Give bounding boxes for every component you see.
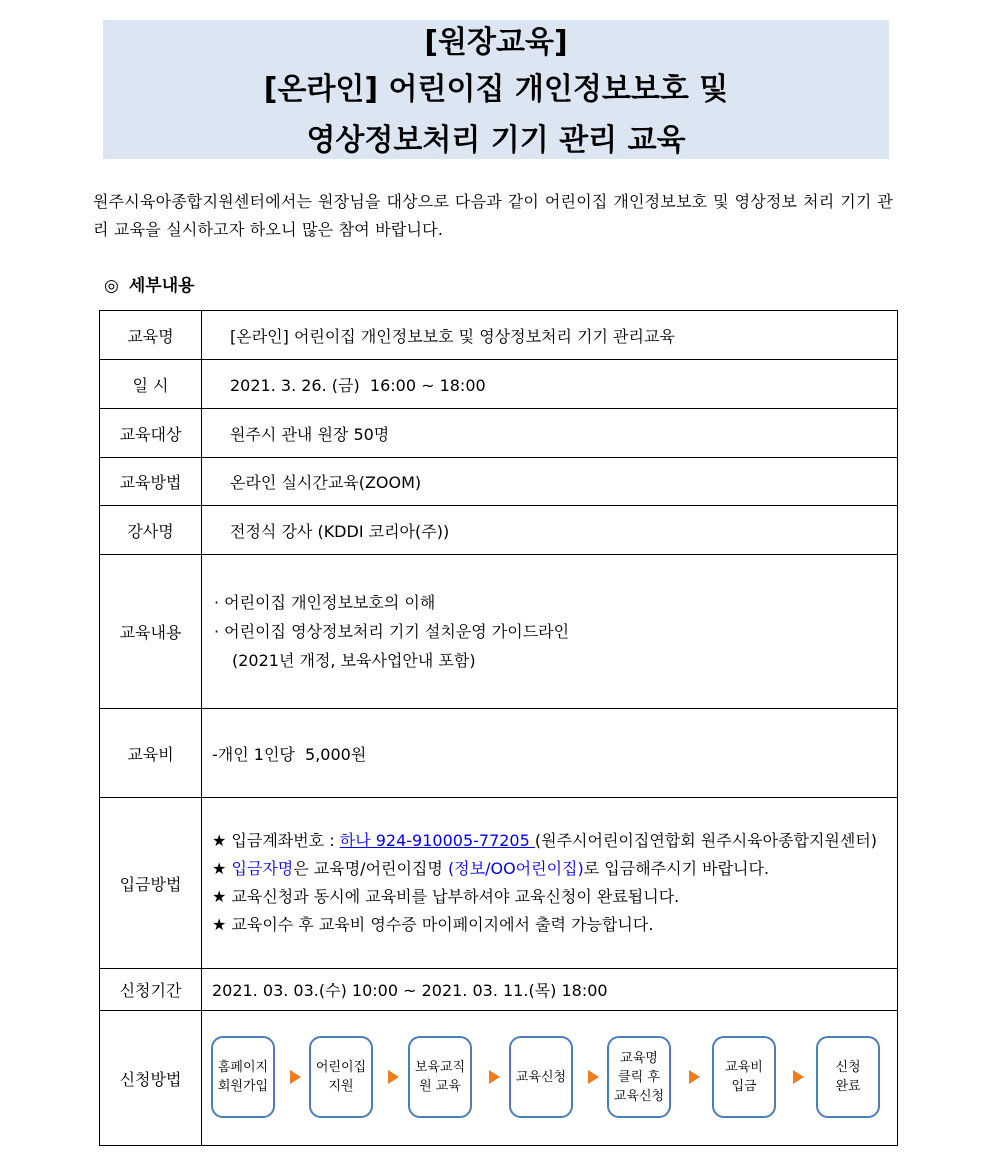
step-box xyxy=(712,1036,776,1118)
table-row xyxy=(100,709,898,798)
depositor-name-highlight: 입금자명 xyxy=(231,859,294,878)
payment-label: 입금방법 xyxy=(100,798,202,969)
fee-value: -개인 1인당 5,000원 xyxy=(202,709,898,798)
table-row xyxy=(100,555,898,709)
section-title: 세부내용 xyxy=(128,276,195,296)
title-line-2: [온라인] 어린이집 개인정보보호 및 xyxy=(263,72,729,107)
depositor-example: (정보/OO어린이집) xyxy=(447,859,584,878)
step-text: 보육교직 xyxy=(414,1060,466,1075)
double-circle-icon: ◎ xyxy=(104,276,119,296)
course-name-value: [온라인] 어린이집 개인정보보호 및 영상정보처리 기기 관리교육 xyxy=(202,311,898,360)
apply-value xyxy=(202,1011,898,1146)
step-text: 입금 xyxy=(731,1079,757,1094)
step-text: 신청 xyxy=(835,1060,861,1075)
section-heading xyxy=(104,273,195,299)
title-line-1: [원장교육] xyxy=(424,25,568,60)
payment-value xyxy=(202,798,898,969)
instructor-value: 전정식 강사 (KDDI 코리아(주)) xyxy=(202,506,898,555)
table-row xyxy=(100,458,898,506)
step-text: 완료 xyxy=(835,1079,861,1094)
step-text: 원 교육 xyxy=(419,1079,461,1094)
step-box xyxy=(309,1036,373,1118)
title-line-3: 영상정보처리 기기 관리 교육 xyxy=(306,123,686,158)
payment-star: ★ xyxy=(212,859,232,878)
arrow-right-icon xyxy=(489,1070,500,1084)
payment-depositor-line xyxy=(212,855,889,883)
apply-label: 신청방법 xyxy=(100,1011,202,1146)
step-text: 회원가입 xyxy=(217,1079,269,1094)
content-item-1: · 어린이집 개인정보보호의 이해 xyxy=(214,593,436,612)
depositor-suffix: 로 입금해주시기 바랍니다. xyxy=(583,859,770,878)
instructor-label: 강사명 xyxy=(100,506,202,555)
table-row xyxy=(100,798,898,969)
method-value: 온라인 실시간교육(ZOOM) xyxy=(202,458,898,506)
step-text: 어린이집 xyxy=(315,1060,367,1075)
payment-account-line xyxy=(212,827,889,855)
step-text: 교육명 xyxy=(620,1050,658,1066)
step-box xyxy=(816,1036,880,1118)
step-box xyxy=(509,1036,573,1118)
arrow-right-icon xyxy=(290,1070,301,1084)
content-item-2-note: (2021년 개정, 보육사업안내 포함) xyxy=(232,651,476,670)
payment-account-prefix: ★ 입금계좌번호 : xyxy=(212,831,340,850)
step-box xyxy=(408,1036,472,1118)
step-text: 홈페이지 xyxy=(217,1060,269,1075)
step-text: 교육신청 xyxy=(515,1069,567,1085)
period-value: 2021. 03. 03.(수) 10:00 ~ 2021. 03. 11.(목) 18:00 xyxy=(202,969,898,1011)
step-box xyxy=(607,1036,671,1118)
title-banner xyxy=(103,20,889,159)
account-number-link[interactable]: 하나 924-910005-77205 xyxy=(339,831,535,850)
datetime-label: 일 시 xyxy=(100,360,202,409)
table-row xyxy=(100,969,898,1011)
table-row xyxy=(100,311,898,360)
content-label: 교육내용 xyxy=(100,555,202,709)
step-text: 교육신청 xyxy=(613,1088,665,1104)
step-box xyxy=(211,1036,275,1118)
table-row xyxy=(100,506,898,555)
fee-label: 교육비 xyxy=(100,709,202,798)
payment-note-1: ★ 교육신청과 동시에 교육비를 납부하셔야 교육신청이 완료됩니다. xyxy=(212,887,680,906)
content-value xyxy=(202,555,898,709)
table-row xyxy=(100,1011,898,1146)
arrow-right-icon xyxy=(388,1070,399,1084)
datetime-value: 2021. 3. 26. (금) 16:00 ~ 18:00 xyxy=(202,360,898,409)
step-text: 교육비 xyxy=(725,1060,763,1075)
depositor-rule: 은 교육명/어린이집명 xyxy=(293,859,448,878)
payment-account-holder: (원주시어린이집연합회 원주시육아종합지원센터) xyxy=(534,831,878,850)
payment-note-2: ★ 교육이수 후 교육비 영수증 마이페이지에서 출력 가능합니다. xyxy=(212,915,654,934)
details-table xyxy=(99,310,898,1146)
step-text: 지원 xyxy=(328,1079,354,1094)
intro-paragraph: 원주시육아종합지원센터에서는 원장님을 대상으로 다음과 같이 어린이집 개인정보보호 및 영상정보 처리 기기 관리 교육을 실시하고자 하오니 많은 참여 바랍니다. xyxy=(93,192,893,239)
target-value: 원주시 관내 원장 50명 xyxy=(202,409,898,458)
table-row xyxy=(100,409,898,458)
course-name-label: 교육명 xyxy=(100,311,202,360)
target-label: 교육대상 xyxy=(100,409,202,458)
arrow-right-icon xyxy=(793,1070,804,1084)
method-label: 교육방법 xyxy=(100,458,202,506)
period-label: 신청기간 xyxy=(100,969,202,1011)
apply-flow xyxy=(202,1011,897,1145)
table-row xyxy=(100,360,898,409)
arrow-right-icon xyxy=(588,1070,599,1084)
content-item-2: · 어린이집 영상정보처리 기기 설치운영 가이드라인 xyxy=(214,622,570,641)
step-text: 클릭 후 xyxy=(618,1069,660,1085)
arrow-right-icon xyxy=(689,1070,700,1084)
